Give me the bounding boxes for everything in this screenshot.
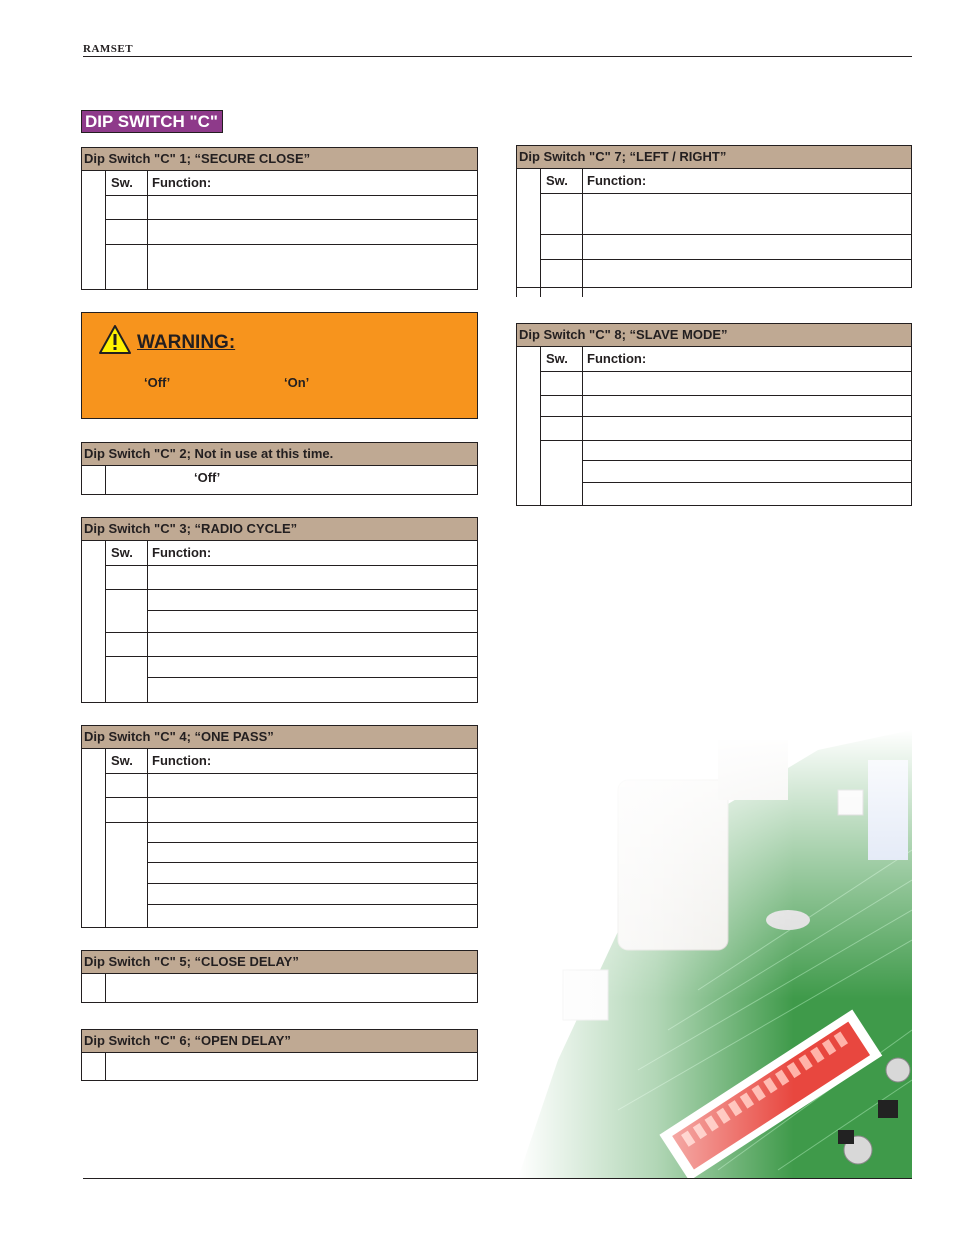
circuit-board-photo xyxy=(518,730,912,1178)
table-row xyxy=(541,372,911,396)
function-header: Function: xyxy=(152,545,212,560)
table-row xyxy=(148,884,477,905)
sw-header: Sw. xyxy=(546,173,568,188)
table-c8 xyxy=(516,323,912,506)
table-row xyxy=(106,657,477,702)
table-row xyxy=(106,566,477,590)
table-header-row xyxy=(541,169,911,194)
warning-box xyxy=(81,312,478,419)
function-header: Function: xyxy=(152,753,212,768)
table-title: Dip Switch "C" 5; “CLOSE DELAY” xyxy=(82,951,477,974)
table-c7-overhang xyxy=(540,288,541,297)
table-row xyxy=(106,220,477,245)
table-row xyxy=(106,798,477,823)
table-header-row xyxy=(106,171,477,196)
table-c1 xyxy=(81,147,478,290)
table-c4 xyxy=(81,725,478,928)
function-header: Function: xyxy=(587,173,647,188)
warning-off-label: ‘Off’ xyxy=(144,375,171,390)
table-c7 xyxy=(516,145,912,288)
section-title: DIP SWITCH "C" xyxy=(81,110,223,133)
table-row xyxy=(148,843,477,863)
table-c5 xyxy=(81,950,478,1003)
off-setting: ‘Off’ xyxy=(194,470,221,485)
table-title: Dip Switch "C" 8; “SLAVE MODE” xyxy=(517,324,911,347)
warning-triangle-icon xyxy=(98,324,132,355)
table-c6 xyxy=(81,1029,478,1081)
table-title: Dip Switch "C" 3; “RADIO CYCLE” xyxy=(82,518,477,541)
table-row xyxy=(541,260,911,287)
brand-name: RAMSET xyxy=(83,43,134,55)
table-row xyxy=(541,194,911,235)
sw-header: Sw. xyxy=(111,175,133,190)
warning-on-label: ‘On’ xyxy=(284,375,310,390)
table-header-row xyxy=(106,541,477,566)
table-row xyxy=(541,235,911,260)
table-c7-overhang xyxy=(582,288,583,297)
header-rule xyxy=(83,56,912,57)
table-row xyxy=(541,441,911,505)
table-title: Dip Switch "C" 4; “ONE PASS” xyxy=(82,726,477,749)
sw-header: Sw. xyxy=(546,351,568,366)
function-header: Function: xyxy=(152,175,212,190)
table-header-row xyxy=(541,347,911,372)
table-header-row xyxy=(106,749,477,774)
table-row xyxy=(106,633,477,657)
table-row xyxy=(148,863,477,884)
function-header: Function: xyxy=(587,351,647,366)
table-row xyxy=(106,196,477,220)
table-c7-overhang xyxy=(516,288,517,297)
table-row xyxy=(148,905,477,927)
table-row xyxy=(106,774,477,798)
table-title: Dip Switch "C" 1; “SECURE CLOSE” xyxy=(82,148,477,171)
table-row xyxy=(148,823,477,843)
warning-title: WARNING: xyxy=(137,332,236,353)
table-title: Dip Switch "C" 6; “OPEN DELAY” xyxy=(82,1030,477,1053)
table-row xyxy=(541,417,911,441)
footer-rule xyxy=(83,1178,912,1179)
table-c2 xyxy=(81,442,478,495)
sw-header: Sw. xyxy=(111,545,133,560)
table-row xyxy=(106,245,477,289)
circuit-board-image xyxy=(518,730,912,1178)
table-title: Dip Switch "C" 7; “LEFT / RIGHT” xyxy=(517,146,911,169)
table-row xyxy=(106,590,477,633)
table-title: Dip Switch "C" 2; Not in use at this time. xyxy=(82,443,477,466)
sw-header: Sw. xyxy=(111,753,133,768)
table-c3 xyxy=(81,517,478,703)
table-row xyxy=(541,396,911,417)
